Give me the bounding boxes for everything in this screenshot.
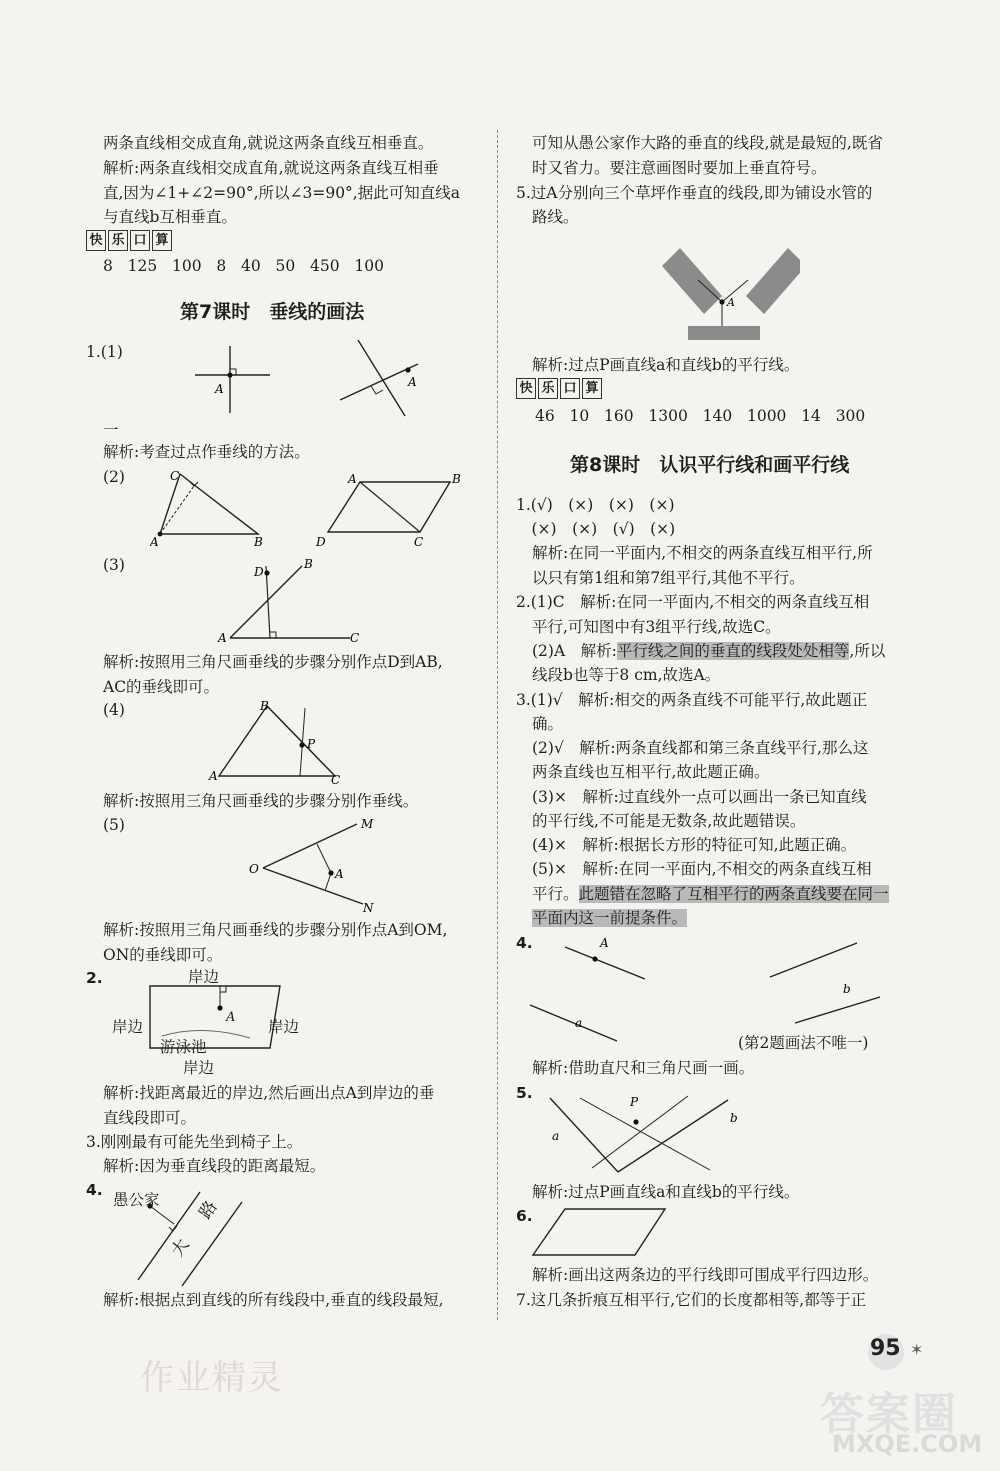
- svg-text:M: M: [361, 817, 374, 831]
- highlighted-text: 此题错在忽略了互相平行的两条直线要在同一: [578, 885, 889, 903]
- answer-text: 确。: [532, 715, 564, 733]
- star-icon: ✶: [910, 1340, 924, 1359]
- watermark-logo: 答案圈: [820, 1389, 958, 1440]
- svg-text:P: P: [307, 737, 316, 751]
- analysis-note: 解析:根据点到直线的所有线段中,垂直的线段最短,: [103, 1291, 444, 1309]
- question-label: 4.: [86, 1181, 103, 1199]
- angle-figure-3: [210, 556, 370, 646]
- analysis-note: 解析:画出这两条边的平行线即可围成平行四边形。: [532, 1266, 879, 1284]
- right-text: 可知从愚公家作大路的垂直的线段,就是最短的,既省: [532, 134, 883, 152]
- svg-text:b: b: [843, 982, 851, 996]
- svg-text:a: a: [575, 1016, 583, 1030]
- page-number: 95: [870, 1336, 901, 1361]
- svg-text:D: D: [316, 535, 326, 549]
- svg-text:N: N: [363, 901, 374, 915]
- analysis-note: 以只有第1组和第7组平行,其他不平行。: [532, 569, 805, 587]
- badge-char: 乐: [538, 378, 558, 399]
- svg-text:B: B: [254, 535, 263, 549]
- parallelogram-figure: [525, 1205, 675, 1261]
- left-text: 直,因为∠1+∠2=90°,所以∠3=90°,据此可知直线a: [103, 184, 460, 202]
- lesson-8-title: 第8课时 认识平行线和画平行线: [570, 454, 850, 476]
- svg-text:A: A: [348, 472, 357, 486]
- analysis-note: 解析:过点P画直线a和直线b的平行线。: [532, 1183, 800, 1201]
- svg-text:A: A: [150, 535, 159, 549]
- right-text: 时又省力。要注意画图时要加上垂直符号。: [532, 159, 827, 177]
- lesson-7-title: 第7课时 垂线的画法: [180, 301, 365, 323]
- parallel-through-point-figure: [540, 1090, 760, 1180]
- svg-text:a: a: [552, 1129, 560, 1143]
- analysis-note: 直线段即可。: [103, 1109, 197, 1127]
- angle-figure-5: [245, 816, 385, 916]
- watermark-site: MXQE.COM: [832, 1430, 983, 1458]
- perpendicular-figure-1: [190, 338, 440, 438]
- analysis-note: 解析:按照用三角尺画垂线的步骤分别作垂线。: [103, 792, 419, 810]
- answer-text: 3.(1)√ 解析:相交的两条直线不可能平行,故此题正: [516, 691, 868, 709]
- shore-label-left: 岸边: [112, 1018, 144, 1036]
- svg-text:B: B: [304, 557, 313, 571]
- kousuan-answers: 8 125 100 8 40 50 450 100: [103, 257, 384, 275]
- kuaile-kousuan-badge: [86, 230, 172, 251]
- analysis-note: 解析:找距离最近的岸边,然后画出点A到岸边的垂: [103, 1084, 435, 1102]
- question-label: 1.(1): [86, 343, 123, 361]
- watermark-text: 作业精灵: [140, 1358, 284, 1398]
- text-part: 平行。: [532, 885, 579, 903]
- pool-label: 游泳池: [160, 1038, 207, 1056]
- dash-mark: 一: [103, 421, 119, 439]
- question-label: (4): [103, 701, 125, 719]
- svg-text:A: A: [335, 867, 344, 881]
- question-label: 4.: [516, 934, 533, 952]
- svg-text:A: A: [727, 296, 735, 309]
- kuaile-kousuan-badge: [516, 378, 602, 399]
- question-text: 3.刚刚最有可能先坐到椅子上。: [86, 1133, 303, 1151]
- svg-text:A: A: [209, 769, 218, 783]
- home-label: 愚公家: [113, 1191, 160, 1209]
- question-label: 5.: [516, 1084, 533, 1102]
- shore-label-top: 岸边: [188, 968, 220, 986]
- answer-text: (2)√ 解析:两条直线都和第三条直线平行,那么这: [532, 739, 869, 757]
- kousuan-answers: 46 10 160 1300 140 1000 14 300: [535, 407, 866, 425]
- shore-label-right: 岸边: [268, 1018, 300, 1036]
- figure-note: (第2题画法不唯一): [738, 1034, 869, 1052]
- svg-text:A: A: [218, 631, 227, 645]
- answer-text: 平行,可知图中有3组平行线,故选C。: [532, 618, 781, 636]
- svg-text:B: B: [452, 472, 461, 486]
- point-a-label: A: [226, 1010, 236, 1025]
- svg-text:b: b: [730, 1111, 738, 1125]
- road-char: 路: [195, 1197, 222, 1223]
- highlighted-text: 平面内这一前提条件。: [532, 909, 688, 927]
- svg-text:C: C: [414, 535, 424, 549]
- lawn-figure: [650, 236, 800, 346]
- analysis-note: 解析:考查过点作垂线的方法。: [103, 443, 310, 461]
- left-text: 解析:两条直线相交成直角,就说这两条直线互相垂: [103, 159, 439, 177]
- text-part: ,所以: [849, 642, 886, 660]
- question-label: (2): [103, 468, 125, 486]
- road-char: 大: [167, 1235, 194, 1261]
- answer-text: 2.(1)C 解析:在同一平面内,不相交的两条直线互相: [516, 593, 870, 611]
- answer-text: 两条直线也互相平行,故此题正确。: [532, 763, 770, 781]
- analysis-note: 解析:按照用三角尺画垂线的步骤分别作点D到AB,: [103, 653, 443, 671]
- badge-char: 算: [152, 230, 172, 251]
- answers-row: 1.(√) (×) (×) (×): [516, 496, 675, 514]
- question-label: (3): [103, 556, 125, 574]
- question-label: 6.: [516, 1207, 533, 1225]
- question-text: 7.这几条折痕互相平行,它们的长度都相等,都等于正: [516, 1291, 867, 1309]
- badge-char: 快: [516, 378, 536, 399]
- question-text: 路线。: [532, 208, 579, 226]
- column-divider: [497, 130, 498, 1320]
- analysis-note: 解析:借助直尺和三角尺画一画。: [532, 1059, 755, 1077]
- svg-text:C: C: [350, 631, 360, 645]
- shore-label-bottom: 岸边: [183, 1059, 215, 1077]
- svg-text:O: O: [249, 862, 259, 876]
- answers-row: (×) (×) (√) (×): [516, 520, 676, 538]
- answer-text: [532, 641, 885, 661]
- svg-text:B: B: [260, 699, 269, 713]
- analysis-note: 解析:过点P画直线a和直线b的平行线。: [532, 356, 800, 374]
- badge-char: 算: [582, 378, 602, 399]
- analysis-note: 解析:按照用三角尺画垂线的步骤分别作点A到OM,: [103, 921, 448, 939]
- left-text: 两条直线相交成直角,就说这两条直线互相垂直。: [103, 134, 434, 152]
- triangle-figure-4: [205, 698, 355, 786]
- question-label: (5): [103, 816, 125, 834]
- answer-text: [532, 884, 889, 904]
- answer-text: 线段b也等于8 cm,故选A。: [532, 666, 721, 684]
- highlighted-text: 平行线之间的垂直的线段处处相等: [616, 642, 850, 660]
- badge-char: 口: [130, 230, 150, 251]
- svg-text:A: A: [408, 375, 417, 389]
- text-part: (2)A 解析:: [532, 642, 617, 660]
- analysis-note: 解析:在同一平面内,不相交的两条直线互相平行,所: [532, 544, 873, 562]
- svg-text:P: P: [630, 1095, 639, 1109]
- svg-text:A: A: [215, 382, 224, 396]
- left-text: 与直线b互相垂直。: [103, 208, 237, 226]
- svg-text:C: C: [331, 773, 341, 786]
- badge-char: 口: [560, 378, 580, 399]
- question-text: 5.过A分别向三个草坪作垂直的线段,即为铺设水管的: [516, 184, 873, 202]
- answer-text: 的平行线,不可能是无数条,故此题错误。: [532, 812, 806, 830]
- analysis-note: ON的垂线即可。: [103, 946, 223, 964]
- answer-text: (3)× 解析:过直线外一点可以画出一条已知直线: [532, 788, 867, 806]
- analysis-note: AC的垂线即可。: [103, 678, 220, 696]
- svg-text:C: C: [170, 469, 180, 483]
- triangle-parallelogram-figure: [150, 466, 470, 551]
- answer-text: (5)× 解析:在同一平面内,不相交的两条直线互相: [532, 860, 872, 878]
- analysis-note: 解析:因为垂直线段的距离最短。: [103, 1157, 326, 1175]
- answer-text: [532, 908, 687, 928]
- question-label: 2.: [86, 969, 103, 987]
- svg-text:A: A: [600, 936, 609, 950]
- badge-char: 乐: [108, 230, 128, 251]
- answer-text: (4)× 解析:根据长方形的特征可知,此题正确。: [532, 836, 857, 854]
- badge-char: 快: [86, 230, 106, 251]
- svg-text:D: D: [254, 565, 264, 579]
